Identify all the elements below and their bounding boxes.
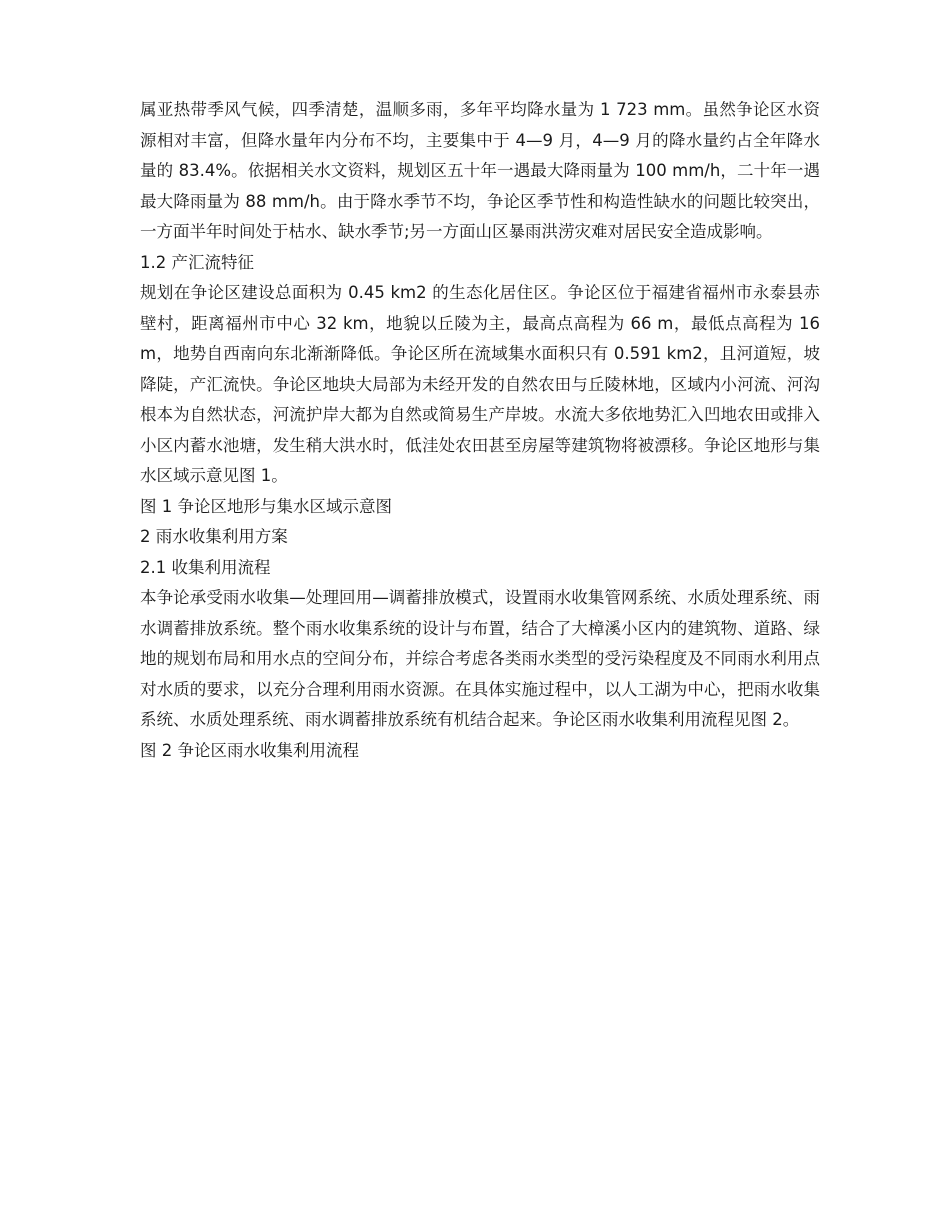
paragraph-climate: 属亚热带季风气候，四季清楚，温顺多雨，多年平均降水量为 1 723 mm。虽然争论区水资源相对丰富，但降水量年内分布不均，主要集中于 4—9 月，4—9 月的降水量约占全年降水量的 83.4%。依据相关水文资料，规划区五十年一遇最大降雨量为 100 mm/h，二十年一遇最大降雨量为 88 mm/h。由于降水季节不均，争论区季节性和构造性缺水的问题比较突出，一方面半年时间处于枯水、缺水季节;另一方面山区暴雨洪涝灾难对居民安全造成影响。 (140, 100, 820, 241)
figure-caption-2: 图 2 争论区雨水收集利用流程 (140, 740, 359, 760)
section-heading-1-2: 1.2 产汇流特征 (140, 252, 254, 272)
section-heading-2-1: 2.1 收集利用流程 (140, 557, 271, 577)
paragraph-collection-process: 本争论承受雨水收集—处理回用—调蓄排放模式，设置雨水收集管网系统、水质处理系统、雨水调蓄排放系统。整个雨水收集系统的设计与布置，结合了大樟溪小区内的建筑物、道路、绿地的规划布局和用水点的空间分布，并综合考虑各类雨水类型的受污染程度及不同雨水利用点对水质的要求，以充分合理利用雨水资源。在具体实施过程中，以人工湖为中心，把雨水收集系统、水质处理系统、雨水调蓄排放系统有机结合起来。争论区雨水收集利用流程见图 2。 (140, 588, 820, 729)
section-heading-2: 2 雨水收集利用方案 (140, 527, 288, 546)
paragraph-runoff: 规划在争论区建设总面积为 0.45 km2 的生态化居住区。争论区位于福建省福州市永泰县赤壁村，距离福州市中心 32 km，地貌以丘陵为主，最高点高程为 66 m，最低点高程为 16 m，地势自西南向东北渐渐降低。争论区所在流域集水面积只有 0.591 km2，且河道短，坡降陡，产汇流快。争论区地块大局部为未经开发的自然农田与丘陵林地，区域内小河流、河沟根本为自然状态，河流护岸大都为自然或简易生产岸坡。水流大多依地势汇入凹地农田或排入小区内蓄水池塘，发生稍大洪水时，低洼处农田甚至房屋等建筑物将被漂移。争论区地形与集水区域示意见图 1。 (140, 283, 820, 485)
figure-caption-1: 图 1 争论区地形与集水区域示意图 (140, 496, 392, 516)
document-page (140, 95, 820, 766)
